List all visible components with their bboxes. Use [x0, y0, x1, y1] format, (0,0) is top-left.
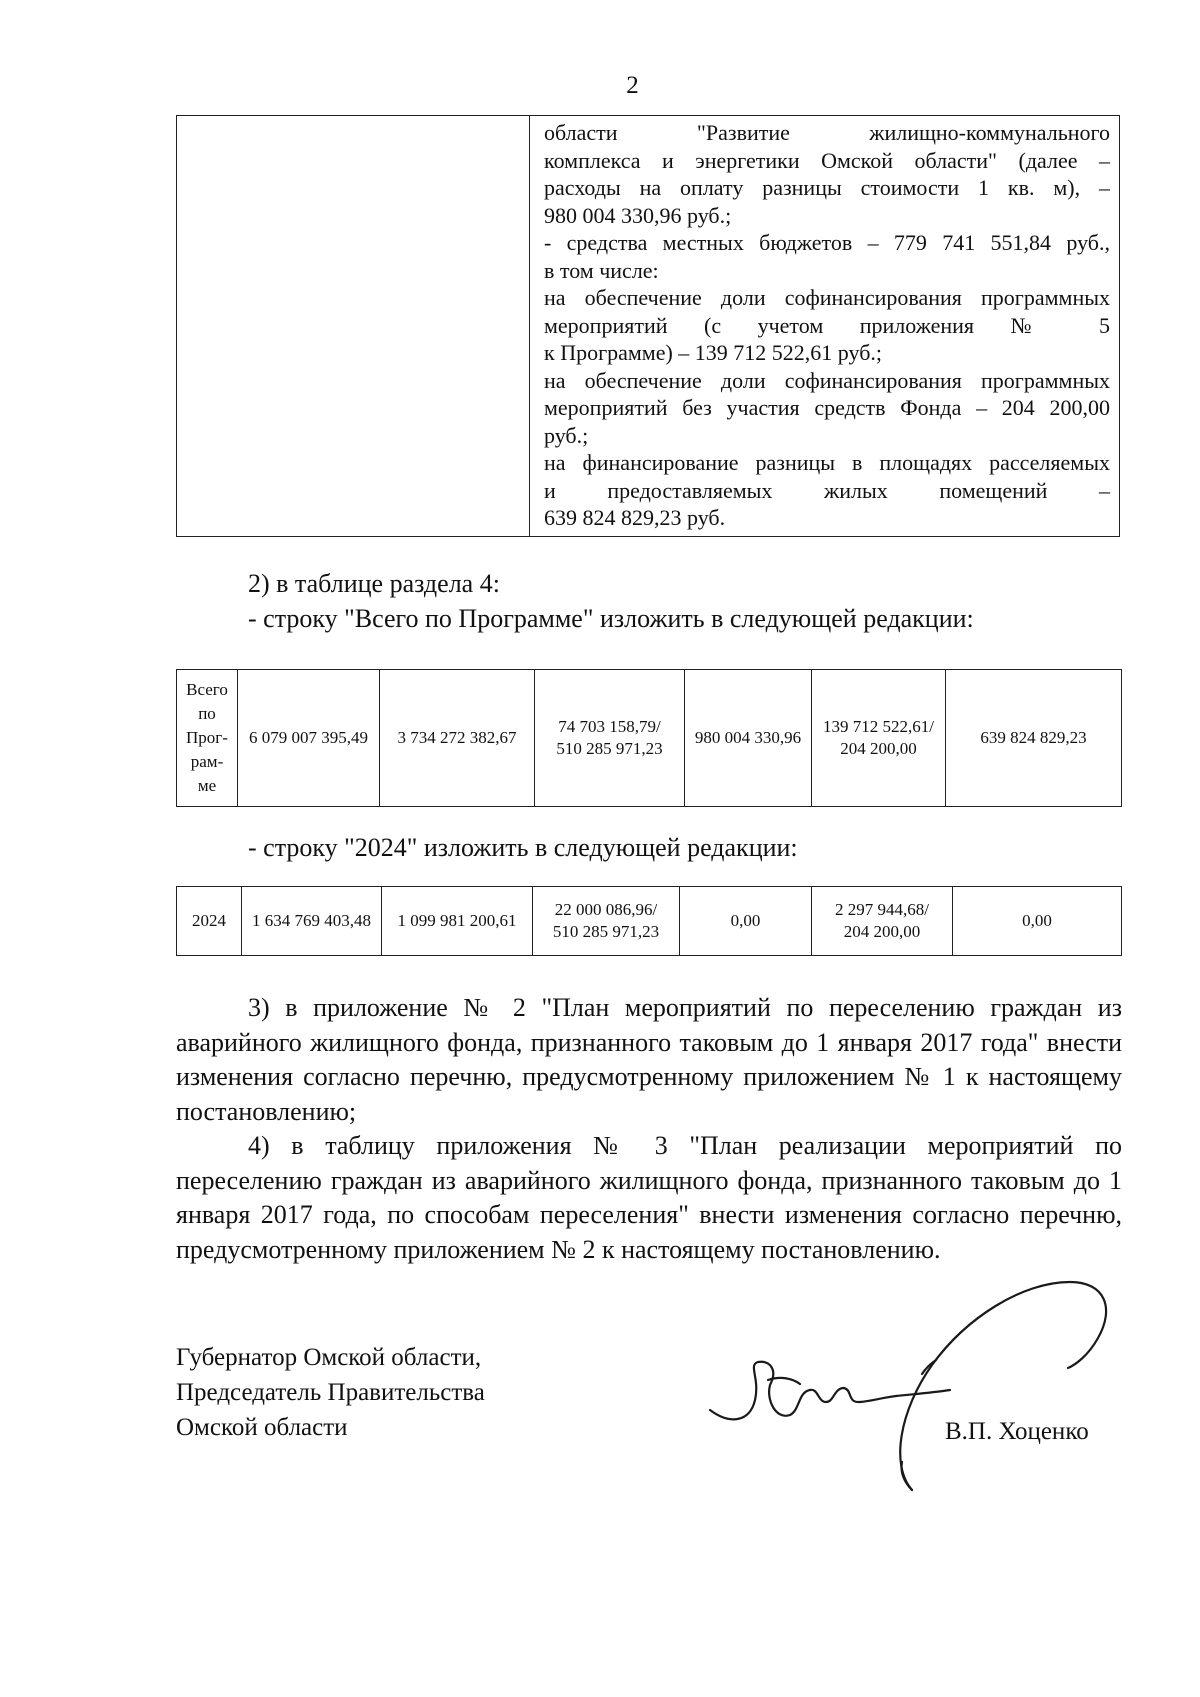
row-2024-instruction: - строку "2024" изложить в следующей редакции: — [248, 833, 798, 862]
items-3-4-block — [176, 991, 1122, 1267]
funding-line: на обеспечение доли софинансирования программных — [544, 285, 1110, 310]
funding-description-cell — [544, 119, 1110, 532]
funding-line: 639 824 829,23 руб. — [544, 505, 726, 530]
total-cell: 980 004 330,96 — [685, 670, 812, 807]
year-cell: 0,00 — [680, 887, 812, 956]
year-cell: 0,00 — [953, 887, 1122, 956]
funding-line: комплекса и энергетики Омской области" (далее – — [544, 147, 1110, 173]
funding-line: в том числе: — [544, 257, 659, 283]
total-cell: 639 824 829,23 — [946, 670, 1122, 807]
item-2-instruction: - строку "Всего по Программе" изложить в следующей редакции: — [248, 603, 974, 633]
total-cell: 6 079 007 395,49 — [238, 670, 380, 807]
page-number: 2 — [626, 72, 639, 99]
item-4-text: 4) в таблицу приложения № 3 "План реализации мероприятий по переселению граждан из аварийного жилищного фонда, признанного таковым до 1 января 2017 года, по способам переселения" внести изменения согласно перечню, предусмотренному приложением № 2 к настоящему постановлению. — [176, 1131, 1122, 1264]
year-cell: 22 000 086,96/ 510 285 971,23 — [533, 887, 680, 956]
funding-line: мероприятий (с учетом приложения № 5 — [544, 312, 1110, 338]
funding-line: к Программе) – 139 712 522,61 руб.; — [544, 340, 883, 365]
funding-line: мероприятий без участия средств Фонда – 204 200,00 — [544, 395, 1110, 420]
total-row-table — [176, 669, 1122, 807]
signer-title-line-3: Омской области — [176, 1414, 348, 1441]
funding-line: - средства местных бюджетов – 779 741 551,84 руб., — [544, 230, 1110, 255]
funding-line: области "Развитие жилищно-коммунального — [544, 120, 1110, 145]
signer-title-line-1: Губернатор Омской области, — [176, 1344, 482, 1371]
item-3-text: 3) в приложение № 2 "План мероприятий по переселению граждан из аварийного жилищного фонда, признанного таковым до 1 января 2017 года" внести изменения согласно перечню, предусмотренному приложением № 1 к настоящему постановлению; — [176, 993, 1122, 1126]
row-2024-table — [176, 886, 1122, 956]
total-cell: 74 703 158,79/ 510 285 971,23 — [535, 670, 685, 807]
row-2024-instruction-block — [176, 831, 1122, 866]
program-funding-table-continuation — [176, 115, 1120, 537]
total-cell: 3 734 272 382,67 — [380, 670, 535, 807]
table-column-divider — [529, 116, 530, 536]
year-cell: 2 297 944,68/ 204 200,00 — [812, 887, 953, 956]
item-2-heading: 2) в таблице раздела 4: — [248, 569, 500, 598]
funding-line: на обеспечение доли софинансирования программных — [544, 367, 1110, 393]
total-cell: 139 712 522,61/ 204 200,00 — [812, 670, 946, 807]
year-cell: 1 099 981 200,61 — [382, 887, 533, 956]
funding-line: расходы на оплату разницы стоимости 1 кв. м), – — [544, 175, 1110, 200]
funding-line: и предоставляемых жилых помещений – — [544, 477, 1110, 503]
signer-block — [176, 1340, 485, 1445]
signer-name: В.П. Хоценко — [945, 1418, 1089, 1445]
row-label: Всего по Прог- рам- ме — [177, 670, 238, 807]
year-cell: 1 634 769 403,48 — [242, 887, 382, 956]
funding-line: на финансирование разницы в площадях расселяемых — [544, 450, 1110, 475]
item-2-text — [176, 567, 1122, 636]
funding-line: руб.; — [544, 422, 589, 448]
funding-line: 980 004 330,96 руб.; — [544, 202, 732, 228]
table-row — [177, 887, 1122, 956]
signer-title-line-2: Председатель Правительства — [176, 1379, 485, 1406]
handwritten-signature — [700, 1260, 1140, 1500]
row-label: 2024 — [177, 887, 242, 956]
table-row — [177, 670, 1122, 807]
